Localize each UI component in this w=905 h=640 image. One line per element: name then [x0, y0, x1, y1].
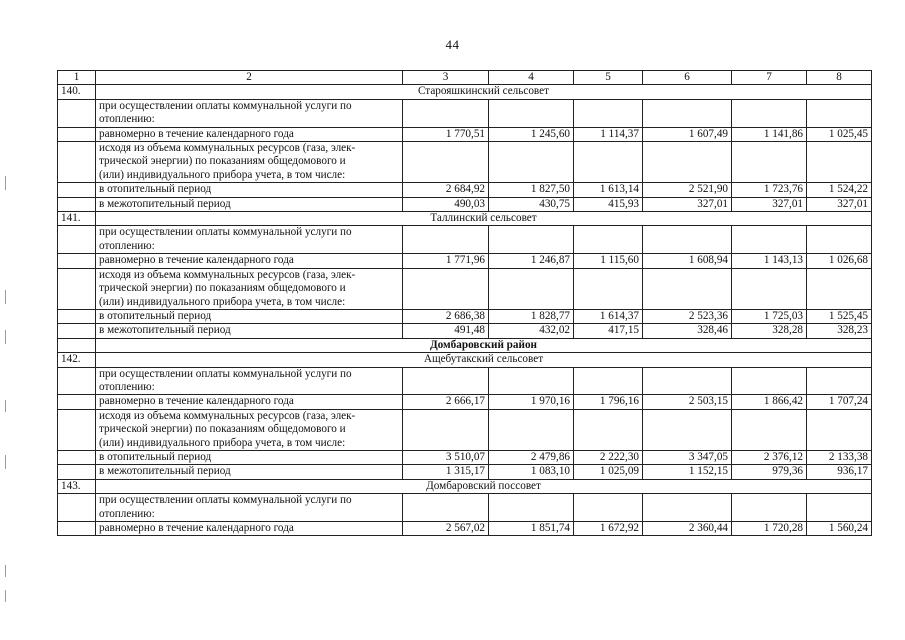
table-row	[58, 324, 872, 338]
table-row	[58, 183, 872, 197]
header-cell: 6	[643, 71, 732, 85]
row-number-cell	[58, 127, 96, 141]
row-number-cell	[58, 268, 96, 309]
value-cell	[574, 226, 643, 254]
value-cell: 1 866,42	[732, 395, 807, 409]
value-cell	[643, 367, 732, 395]
value-cell: 1 315,17	[403, 465, 489, 479]
value-cell: 1 115,60	[574, 254, 643, 268]
row-number-cell	[58, 254, 96, 268]
row-number-cell	[58, 99, 96, 127]
settlement-name: Домбаровский поссовет	[96, 479, 872, 493]
table-row	[58, 99, 872, 127]
description-line: при осуществлении оплаты коммунальной услуги по	[99, 99, 352, 112]
value-cell: 2 133,38	[807, 450, 872, 464]
description-line: исходя из объема коммунальных ресурсов (газа, элек-	[99, 142, 356, 155]
value-cell: 1 771,96	[403, 254, 489, 268]
description-line: при осуществлении оплаты коммунальной услуги по	[99, 367, 352, 380]
value-cell	[732, 99, 807, 127]
value-cell: 2 479,86	[489, 450, 574, 464]
value-cell: 328,46	[643, 324, 732, 338]
row-number-cell	[58, 142, 96, 183]
value-cell	[574, 99, 643, 127]
value-cell: 1 970,16	[489, 395, 574, 409]
row-description	[96, 226, 403, 254]
description-line: исходя из объема коммунальных ресурсов (газа, элек-	[99, 268, 356, 281]
value-cell	[403, 99, 489, 127]
table-row	[58, 197, 872, 211]
value-cell: 1 828,77	[489, 309, 574, 323]
value-cell: 432,02	[489, 324, 574, 338]
value-cell	[489, 494, 574, 522]
value-cell	[574, 268, 643, 309]
value-cell	[732, 226, 807, 254]
description-line: при осуществлении оплаты коммунальной услуги по	[99, 494, 352, 507]
page-number: 44	[445, 37, 460, 52]
district-name: Домбаровский район	[96, 338, 872, 352]
value-cell	[403, 226, 489, 254]
value-cell: 2 521,90	[643, 183, 732, 197]
value-cell: 1 725,03	[732, 309, 807, 323]
row-description	[96, 142, 403, 183]
table-row	[58, 142, 872, 183]
description-line: отоплению:	[99, 380, 155, 393]
value-cell	[732, 142, 807, 183]
value-cell	[807, 268, 872, 309]
table-row	[58, 395, 872, 409]
value-cell	[732, 268, 807, 309]
value-cell	[807, 367, 872, 395]
scan-artifact	[5, 290, 6, 304]
description-line: отоплению:	[99, 507, 155, 520]
description-line: в отопительный период	[99, 450, 212, 463]
table-row	[58, 309, 872, 323]
value-cell: 1 827,50	[489, 183, 574, 197]
value-cell: 327,01	[807, 197, 872, 211]
row-number: 143.	[58, 479, 96, 493]
description-line: равномерно в течение календарного года	[99, 254, 294, 267]
description-line: отоплению:	[99, 239, 155, 252]
scan-artifact	[5, 565, 6, 577]
row-number-cell	[58, 226, 96, 254]
row-number-cell	[58, 197, 96, 211]
value-cell: 1 608,94	[643, 254, 732, 268]
description-line: (или) индивидуального прибора учета, в том числе:	[99, 436, 346, 449]
description-line: равномерно в течение календарного года	[99, 522, 294, 534]
description-line: (или) индивидуального прибора учета, в том числе:	[99, 295, 346, 308]
value-cell: 2 523,36	[643, 309, 732, 323]
table-row	[58, 367, 872, 395]
district-row	[58, 338, 872, 352]
value-cell: 328,23	[807, 324, 872, 338]
table-row	[58, 226, 872, 254]
description-line: исходя из объема коммунальных ресурсов (газа, элек-	[99, 409, 356, 422]
value-cell: 1 720,28	[732, 522, 807, 536]
header-cell: 5	[574, 71, 643, 85]
value-cell	[403, 142, 489, 183]
row-description	[96, 99, 403, 127]
header-cell: 3	[403, 71, 489, 85]
row-number-cell	[58, 465, 96, 479]
value-cell	[732, 409, 807, 450]
value-cell: 1 614,37	[574, 309, 643, 323]
table-row	[58, 465, 872, 479]
row-number-cell	[58, 309, 96, 323]
table-row	[58, 268, 872, 309]
header-cell: 2	[96, 71, 403, 85]
row-description	[96, 367, 403, 395]
row-description	[96, 183, 403, 197]
value-cell: 2 684,92	[403, 183, 489, 197]
value-cell	[807, 226, 872, 254]
header-cell: 4	[489, 71, 574, 85]
description-line: в отопительный период	[99, 183, 212, 196]
value-cell	[643, 99, 732, 127]
description-line: при осуществлении оплаты коммунальной услуги по	[99, 226, 352, 239]
row-description	[96, 254, 403, 268]
value-cell: 3 510,07	[403, 450, 489, 464]
description-line: трической энергии) по показаниям общедомового и	[99, 155, 346, 168]
row-number-cell	[58, 395, 96, 409]
value-cell: 1 025,45	[807, 127, 872, 141]
table-row	[58, 450, 872, 464]
description-line: (или) индивидуального прибора учета, в том числе:	[99, 168, 346, 181]
row-description	[96, 309, 403, 323]
value-cell: 1 114,37	[574, 127, 643, 141]
value-cell	[489, 367, 574, 395]
value-cell	[574, 494, 643, 522]
description-line: отоплению:	[99, 113, 155, 126]
description-line: в межотопительный период	[99, 197, 231, 210]
header-cell: 7	[732, 71, 807, 85]
row-description	[96, 409, 403, 450]
value-cell: 1 672,92	[574, 522, 643, 536]
row-description	[96, 465, 403, 479]
value-cell	[643, 268, 732, 309]
value-cell	[403, 268, 489, 309]
value-cell: 1 613,14	[574, 183, 643, 197]
value-cell: 1 143,13	[732, 254, 807, 268]
value-cell	[643, 142, 732, 183]
value-cell	[489, 142, 574, 183]
row-description	[96, 268, 403, 309]
row-number-cell	[58, 338, 96, 352]
value-cell	[574, 409, 643, 450]
value-cell: 2 376,12	[732, 450, 807, 464]
row-number-cell	[58, 183, 96, 197]
value-cell: 417,15	[574, 324, 643, 338]
row-number-cell	[58, 494, 96, 522]
value-cell: 1 851,74	[489, 522, 574, 536]
value-cell	[489, 99, 574, 127]
value-cell	[732, 367, 807, 395]
row-number: 142.	[58, 353, 96, 367]
value-cell: 1 560,24	[807, 522, 872, 536]
value-cell: 1 246,87	[489, 254, 574, 268]
table-row	[58, 494, 872, 522]
value-cell	[807, 99, 872, 127]
header-cell: 1	[58, 71, 96, 85]
value-cell: 1 141,86	[732, 127, 807, 141]
description-line: трической энергии) по показаниям общедомового и	[99, 423, 346, 436]
settlement-row	[58, 479, 872, 493]
row-number: 141.	[58, 212, 96, 226]
row-description	[96, 522, 403, 536]
table-row	[58, 254, 872, 268]
value-cell	[732, 494, 807, 522]
table-row	[58, 127, 872, 141]
row-description	[96, 450, 403, 464]
value-cell	[807, 494, 872, 522]
value-cell	[643, 409, 732, 450]
value-cell	[489, 409, 574, 450]
value-cell: 1 245,60	[489, 127, 574, 141]
row-number-cell	[58, 367, 96, 395]
table-row	[58, 409, 872, 450]
description-line: в межотопительный период	[99, 324, 231, 337]
value-cell	[489, 226, 574, 254]
row-description	[96, 127, 403, 141]
value-cell: 415,93	[574, 197, 643, 211]
value-cell: 2 222,30	[574, 450, 643, 464]
settlement-name: Таллинский сельсовет	[96, 212, 872, 226]
table-header-row	[58, 71, 872, 85]
description-line: равномерно в течение календарного года	[99, 127, 294, 140]
value-cell: 491,48	[403, 324, 489, 338]
value-cell: 430,75	[489, 197, 574, 211]
value-cell: 327,01	[643, 197, 732, 211]
value-cell: 1 026,68	[807, 254, 872, 268]
row-number: 140.	[58, 85, 96, 99]
table-row	[58, 522, 872, 536]
value-cell: 1 083,10	[489, 465, 574, 479]
value-cell: 1 707,24	[807, 395, 872, 409]
scan-artifact	[5, 330, 6, 344]
value-cell: 1 025,09	[574, 465, 643, 479]
value-cell: 2 503,15	[643, 395, 732, 409]
value-cell: 2 567,02	[403, 522, 489, 536]
row-description	[96, 324, 403, 338]
row-description	[96, 197, 403, 211]
value-cell	[643, 494, 732, 522]
description-line: в межотопительный период	[99, 465, 231, 478]
value-cell: 1 525,45	[807, 309, 872, 323]
value-cell	[403, 409, 489, 450]
description-line: равномерно в течение календарного года	[99, 395, 294, 408]
row-number-cell	[58, 409, 96, 450]
value-cell	[807, 142, 872, 183]
value-cell: 1 152,15	[643, 465, 732, 479]
value-cell: 328,28	[732, 324, 807, 338]
row-number-cell	[58, 450, 96, 464]
header-cell: 8	[807, 71, 872, 85]
value-cell: 1 723,76	[732, 183, 807, 197]
value-cell	[574, 142, 643, 183]
row-number-cell	[58, 522, 96, 536]
value-cell: 2 686,38	[403, 309, 489, 323]
description-line: в отопительный период	[99, 309, 212, 322]
value-cell	[403, 494, 489, 522]
value-cell	[574, 367, 643, 395]
table-body	[58, 71, 872, 536]
row-number-cell	[58, 324, 96, 338]
scan-artifact	[5, 455, 6, 469]
value-cell: 2 360,44	[643, 522, 732, 536]
value-cell: 979,36	[732, 465, 807, 479]
value-cell: 3 347,05	[643, 450, 732, 464]
value-cell: 1 607,49	[643, 127, 732, 141]
settlement-name: Старояшкинский сельсовет	[96, 85, 872, 99]
value-cell: 936,17	[807, 465, 872, 479]
value-cell: 327,01	[732, 197, 807, 211]
value-cell: 490,03	[403, 197, 489, 211]
row-description	[96, 395, 403, 409]
settlement-name: Ащебутакский сельсовет	[96, 353, 872, 367]
scan-artifact	[5, 176, 6, 190]
scan-artifact	[5, 400, 6, 412]
value-cell	[643, 226, 732, 254]
description-line: трической энергии) по показаниям общедомового и	[99, 282, 346, 295]
value-cell	[489, 268, 574, 309]
value-cell	[807, 409, 872, 450]
value-cell	[403, 367, 489, 395]
value-cell: 1 796,16	[574, 395, 643, 409]
settlement-row	[58, 85, 872, 99]
row-description	[96, 494, 403, 522]
value-cell: 1 770,51	[403, 127, 489, 141]
value-cell: 2 666,17	[403, 395, 489, 409]
tariff-table	[57, 70, 872, 536]
settlement-row	[58, 212, 872, 226]
settlement-row	[58, 353, 872, 367]
value-cell: 1 524,22	[807, 183, 872, 197]
scan-artifact	[5, 590, 6, 602]
